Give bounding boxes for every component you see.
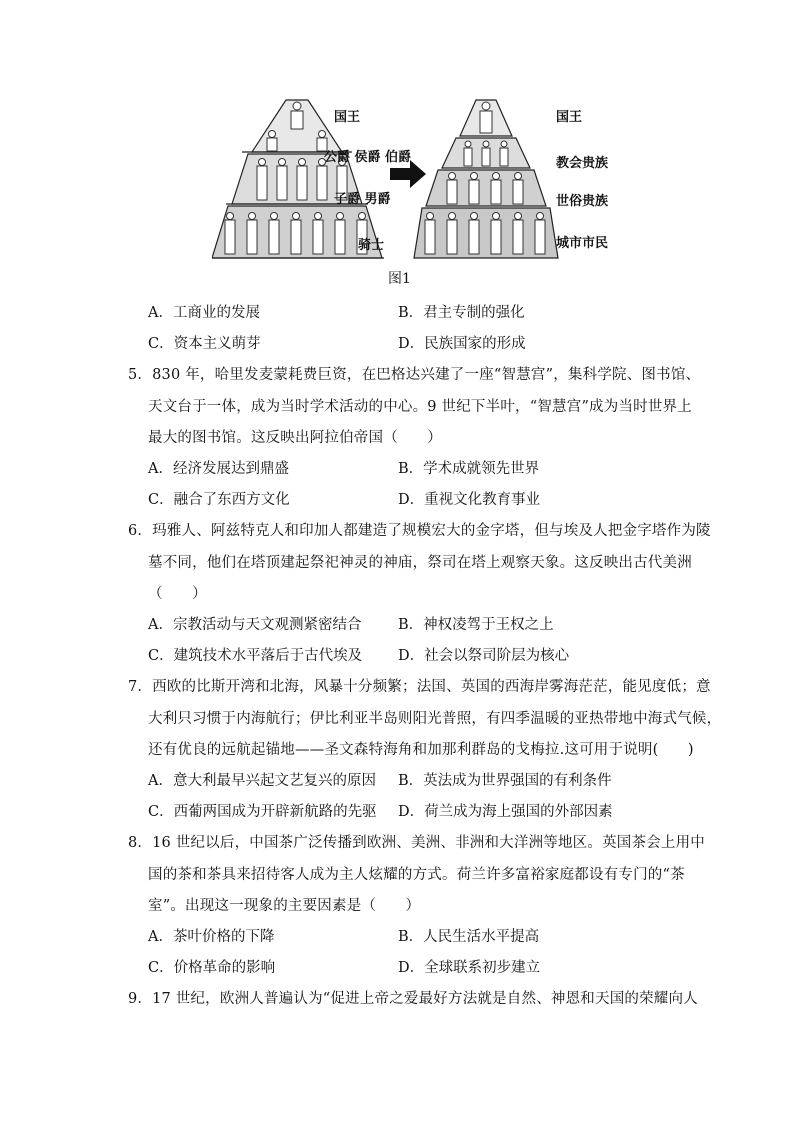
q8-option-a: A．茶叶价格的下降 [148, 929, 275, 945]
q8-stem-line-3: 室”。出现这一现象的主要因素是（ ） [148, 898, 421, 914]
q6-stem-line-1: 6．玛雅人、阿兹特克人和印加人都建造了规模宏大的金字塔，但与埃及人把金字塔作为陵 [128, 523, 711, 539]
q8-option-b: B．人民生活水平提高 [398, 929, 540, 945]
q5-option-d: D．重视文化教育事业 [398, 492, 541, 508]
figure-caption: 图1 [388, 271, 411, 287]
q7-option-b: B．英法成为世界强国的有利条件 [398, 773, 612, 789]
q4-option-a: A．工商业的发展 [148, 305, 260, 321]
q5-stem-line-1: 5．830 年，哈里发麦蒙耗费巨资，在巴格达兴建了一座“智慧宫”，集科学院、图书馆、 [128, 367, 701, 383]
q7-stem-line-2: 大利只习惯于内海航行；伊比利亚半岛则阳光普照，有四季温暖的亚热带地中海式气候， [148, 711, 722, 727]
q5-stem-line-2: 天文台于一体，成为当时学术活动的中心。9 世纪下半叶，“智慧宫”成为当时世界上 [148, 399, 692, 415]
q8-stem-line-1: 8．16 世纪以后，中国茶广泛传播到欧洲、美洲、非洲和大洋洲等地区。英国茶会上用中 [128, 835, 705, 851]
q6-stem-line-2: 墓不同，他们在塔顶建起祭祀神灵的神庙，祭司在塔上观察天象。这反映出古代美洲 [148, 555, 692, 571]
right-pyramid [414, 100, 558, 258]
q5-option-b: B．学术成就领先世界 [398, 461, 540, 477]
q6-option-b: B．神权凌驾于王权之上 [398, 617, 554, 633]
q4-option-b: B．君主专制的强化 [398, 305, 525, 321]
q6-option-c: C．建筑技术水平落后于古代埃及 [148, 648, 363, 664]
q5-option-c: C．融合了东西方文化 [148, 492, 290, 508]
label-king-right: 国王 [556, 110, 583, 125]
q7-stem-line-3: 还有优良的远航起锚地——圣文森特海角和加那利群岛的戈梅拉.这可用于说明( ) [148, 742, 694, 758]
label-high-nobles: 公爵 侯爵 伯爵 [324, 150, 412, 165]
label-low-nobles: 子爵 男爵 [334, 192, 391, 207]
label-secular-nobles: 世俗贵族 [556, 194, 609, 209]
label-citizens: 城市市民 [556, 236, 609, 251]
q5-stem-line-3: 最大的图书馆。这反映出阿拉伯帝国（ ） [148, 430, 442, 446]
label-knights: 骑士 [358, 238, 385, 253]
q7-option-a: A．意大利最早兴起文艺复兴的原因 [148, 773, 376, 789]
q5-option-a: A．经济发展达到鼎盛 [148, 461, 289, 477]
q8-option-c: C．价格革命的影响 [148, 960, 276, 976]
q6-stem-line-3: （ ） [148, 586, 207, 602]
figure-1 [212, 96, 609, 264]
label-king-left: 国王 [334, 110, 361, 125]
pyramid-illustration [212, 96, 582, 264]
q8-option-d: D．全球联系初步建立 [398, 960, 541, 976]
q7-option-d: D．荷兰成为海上强国的外部因素 [398, 804, 613, 820]
q6-option-d: D．社会以祭司阶层为核心 [398, 648, 570, 664]
q6-option-a: A．宗教活动与天文观测紧密结合 [148, 617, 362, 633]
label-church-nobles: 教会贵族 [556, 156, 609, 171]
q4-option-c: C．资本主义萌芽 [148, 336, 261, 352]
q9-stem-line-1: 9．17 世纪，欧洲人普遍认为“促进上帝之爱最好方法就是自然、神恩和天国的荣耀向人 [128, 991, 698, 1007]
q4-option-d: D．民族国家的形成 [398, 336, 526, 352]
q7-stem-line-1: 7．西欧的比斯开湾和北海，风暴十分频繁；法国、英国的西海岸雾海茫茫，能见度低；意 [128, 679, 711, 695]
q8-stem-line-2: 国的茶和茶具来招待客人成为主人炫耀的方式。荷兰许多富裕家庭都设有专门的“茶 [148, 867, 685, 883]
q7-option-c: C．西葡两国成为开辟新航路的先驱 [148, 804, 377, 820]
